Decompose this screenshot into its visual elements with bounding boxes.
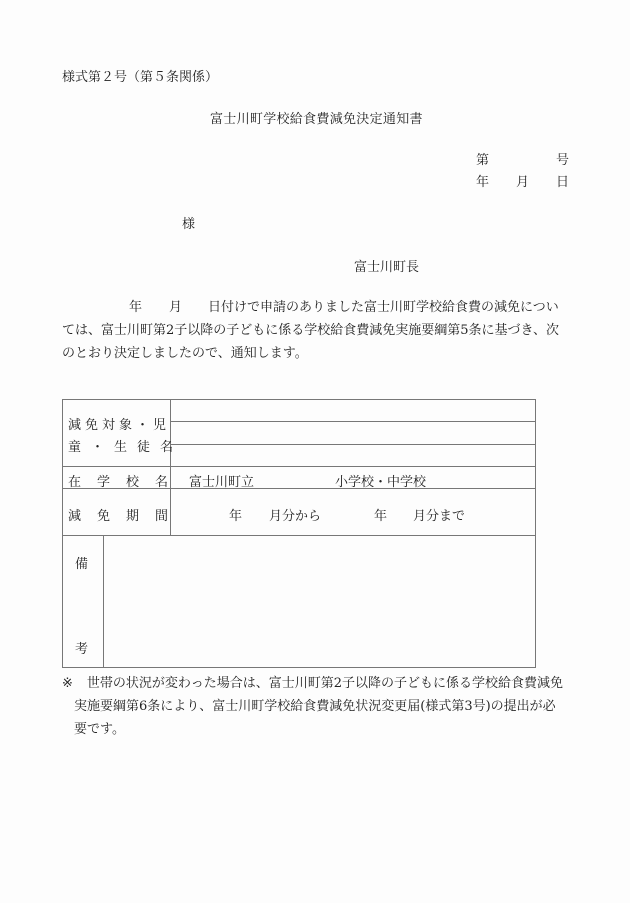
remarks-label-top: 備 (75, 557, 89, 572)
period-label: 減免期間 (68, 509, 185, 524)
row-divider (63, 466, 536, 467)
footnote (62, 672, 592, 741)
remarks-label-bottom: 考 (75, 642, 89, 657)
date-year: 年 (476, 175, 490, 190)
student-name-field-2[interactable] (171, 422, 536, 444)
school-label: 在学校名 (68, 475, 185, 490)
student-name-field-1[interactable] (171, 400, 536, 421)
target-label-line-1: 減免対象・児 (68, 418, 171, 433)
period-from-year: 年 (229, 509, 243, 524)
form-number-label: 様式第２号（第５条関係） (62, 70, 219, 85)
footnote-line-3: 要です。 (74, 722, 125, 737)
document-title: 富士川町学校給食費減免決定通知書 (210, 112, 423, 127)
issuer-name: 富士川町長 (354, 260, 420, 275)
body-line-1 (62, 296, 582, 319)
body-line-1-rest: 日付けで申請のありました富士川町学校給食費の減免につい (208, 300, 559, 315)
notice-body (62, 296, 582, 365)
footnote-line-1: ※ 世帯の状況が変わった場合は、富士川町第2子以降の子どもに係る学校給食費減免 (62, 676, 564, 691)
body-year: 年 (129, 300, 143, 315)
footnote-line-2: 実施要綱第6条により、富士川町学校給食費減免状況変更届(様式第3号)の提出が必 (74, 699, 556, 714)
addressee-honorific: 様 (182, 217, 196, 232)
period-to-month: 月分まで (413, 509, 466, 524)
body-line-3: のとおり決定しましたので、通知します。 (62, 346, 308, 361)
number-suffix: 号 (556, 153, 570, 168)
number-prefix: 第 (476, 153, 490, 168)
body-month: 月 (169, 300, 183, 315)
period-from-month: 月分から (269, 509, 322, 524)
remarks-field[interactable] (104, 536, 536, 668)
body-line-2: ては、富士川町第2子以降の子どもに係る学校給食費減免実施要綱第5条に基づき、次 (62, 323, 560, 338)
period-to-year: 年 (374, 509, 388, 524)
target-label-line-2: 童・生徒名 (68, 440, 184, 455)
decision-table (62, 399, 536, 668)
date-day: 日 (556, 175, 570, 190)
school-prefix: 富士川町立 (189, 475, 255, 490)
date-month: 月 (516, 175, 530, 190)
student-name-field-3[interactable] (171, 445, 536, 466)
school-type: 小学校・中学校 (335, 475, 427, 490)
footnote-mark: ※ (62, 676, 73, 691)
